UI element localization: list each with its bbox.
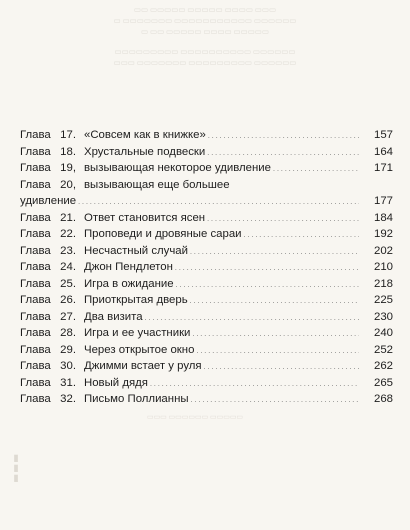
chapter-title: Два визита — [84, 310, 143, 323]
toc-entry — [20, 210, 393, 227]
chapter-label: Глава — [20, 261, 51, 273]
chapter-number: 24. — [60, 261, 76, 273]
toc-entry — [20, 226, 393, 243]
chapter-label: Глава — [20, 129, 51, 141]
page-number: 171 — [373, 162, 393, 174]
chapter-label: Глава — [20, 310, 51, 323]
chapter-label: Глава — [20, 294, 51, 306]
chapter-number: 28. — [60, 327, 76, 339]
page-number: 184 — [373, 211, 393, 224]
chapter-title: Джимми встает у руля — [84, 360, 202, 372]
toc-entry — [20, 177, 393, 194]
chapter-number: 18. — [60, 145, 76, 158]
chapter-label: Глава — [20, 376, 51, 389]
page-number: 265 — [373, 376, 393, 389]
chapter-number: 31. — [60, 376, 76, 389]
chapter-number: 21. — [60, 211, 76, 224]
chapter-title: удивление — [20, 195, 77, 207]
toc-entry — [20, 375, 393, 392]
book-page: ▭▭ ▭▭▭▭▭ ▭▭▭▭▭ ▭▭▭▭ ▭▭▭ ▭ ▭▭▭▭▭▭▭ ▭▭▭▭▭▭▭▭▭▭▭ ▭▭▭▭▭▭ ▭ ▭▭ ▭▭▭▭▭ ▭▭▭▭ ▭▭▭▭▭ ▭▭▭▭▭▭▭▭▭ ▭▭▭▭▭▭▭▭▭▭ ▭▭▭▭▭▭ ▭▭▭ ▭▭▭▭▭▭▭ ▭▭▭▭▭▭▭▭▭ ▭▭▭▭▭▭ Глава 17. «Совсем как в книжке» ..... 157 Глава 18. Хрустальные подвески ..... 164 Глава 19, вызывающая некоторое удивление ..... 171 Глава 20, вызывающая еще большее удивление ..... 177 Глава 21. Ответ становится ясен ..... 184 Глава 22. Проповеди и дровяные сараи ..... 192 Глава 23. Несчастный случай ..... 202 Глава 24. Джон Пендлетон ..... 210 Глава 25. Игра в ожидание ..... 218 Глава 26. Приоткрытая дверь ..... 225 Глава 27. Два визита ..... 230 Глава 28. Игра и ее участники ..... 240 Глава 29. Через открытое окно ..... 252 Глава 30. Джимми встает у руля ..... 262 Глава 31. Новый дядя ..... 265 Глава 32. Письмо Поллианны ..... 268 ▭▭▭ ▭▭▭▭▭▭ ▭▭▭▭▭ ▮▮▮ — [0, 0, 410, 530]
chapter-title: Приоткрытая дверь — [84, 294, 188, 306]
chapter-number: 27. — [60, 310, 76, 323]
toc-entry — [20, 391, 393, 408]
chapter-number: 29. — [60, 343, 76, 356]
chapter-label: Глава — [20, 145, 51, 158]
chapter-label: Глава — [20, 244, 51, 257]
toc-entry — [20, 342, 393, 359]
page-number: 262 — [373, 360, 393, 372]
toc-entry — [20, 325, 393, 342]
chapter-title: Игра в ожидание — [84, 277, 174, 290]
toc-entry — [20, 292, 393, 309]
chapter-label: Глава — [20, 393, 51, 405]
page-number: 157 — [373, 129, 393, 141]
toc-entry — [20, 276, 393, 293]
chapter-title: Джон Пендлетон — [84, 261, 173, 273]
toc-entry — [20, 160, 393, 177]
chapter-label: Глава — [20, 327, 51, 339]
chapter-title: Ответ становится ясен — [84, 211, 206, 224]
bleed-through-stamp: ▮▮▮ — [10, 453, 20, 483]
chapter-title: Несчастный случай — [84, 244, 188, 257]
chapter-number: 17. — [60, 129, 76, 141]
chapter-label: Глава — [20, 228, 51, 240]
page-number: 177 — [373, 195, 393, 207]
chapter-title: Проповеди и дровяные сараи — [84, 228, 242, 240]
chapter-number: 23. — [60, 244, 76, 257]
page-number: 252 — [373, 343, 393, 356]
page-number: 164 — [373, 145, 393, 158]
chapter-label: Глава — [20, 211, 51, 224]
dot-leader — [191, 393, 359, 410]
toc-entry — [20, 259, 393, 276]
chapter-number: 20, — [60, 178, 76, 191]
toc-entry — [20, 127, 393, 144]
chapter-number: 25. — [60, 277, 76, 290]
toc-entry-continuation — [20, 193, 393, 210]
page-number: 210 — [373, 261, 393, 273]
toc-entry — [20, 309, 393, 326]
chapter-number: 30. — [60, 360, 76, 372]
toc-entry — [20, 243, 393, 260]
chapter-number: 22. — [60, 228, 76, 240]
chapter-title: «Совсем как в книжке» — [84, 129, 206, 141]
bleed-through-mark: ▭▭▭ ▭▭▭▭▭▭ ▭▭▭▭▭ — [146, 413, 244, 421]
chapter-title: Через открытое окно — [84, 343, 195, 356]
chapter-title: Игра и ее участники — [84, 327, 191, 339]
table-of-contents — [20, 127, 393, 408]
chapter-label: Глава — [20, 343, 51, 356]
chapter-number: 32. — [60, 393, 76, 405]
toc-entry — [20, 144, 393, 161]
chapter-title: вызывающая еще большее — [84, 178, 230, 191]
chapter-label: Глава — [20, 178, 51, 191]
chapter-number: 19, — [60, 162, 76, 174]
chapter-title: Новый дядя — [84, 376, 148, 389]
chapter-number: 26. — [60, 294, 76, 306]
chapter-label: Глава — [20, 360, 51, 372]
toc-entry — [20, 358, 393, 375]
chapter-title: Письмо Поллианны — [84, 393, 189, 405]
chapter-title: Хрустальные подвески — [84, 145, 206, 158]
page-number: 202 — [373, 244, 393, 257]
chapter-title: вызывающая некоторое удивление — [84, 162, 271, 174]
chapter-label: Глава — [20, 277, 51, 290]
chapter-label: Глава — [20, 162, 51, 174]
page-number: 218 — [373, 277, 393, 290]
page-number: 225 — [373, 294, 393, 306]
page-number: 240 — [373, 327, 393, 339]
page-number: 230 — [373, 310, 393, 323]
page-number: 268 — [373, 393, 393, 405]
page-number: 192 — [373, 228, 393, 240]
